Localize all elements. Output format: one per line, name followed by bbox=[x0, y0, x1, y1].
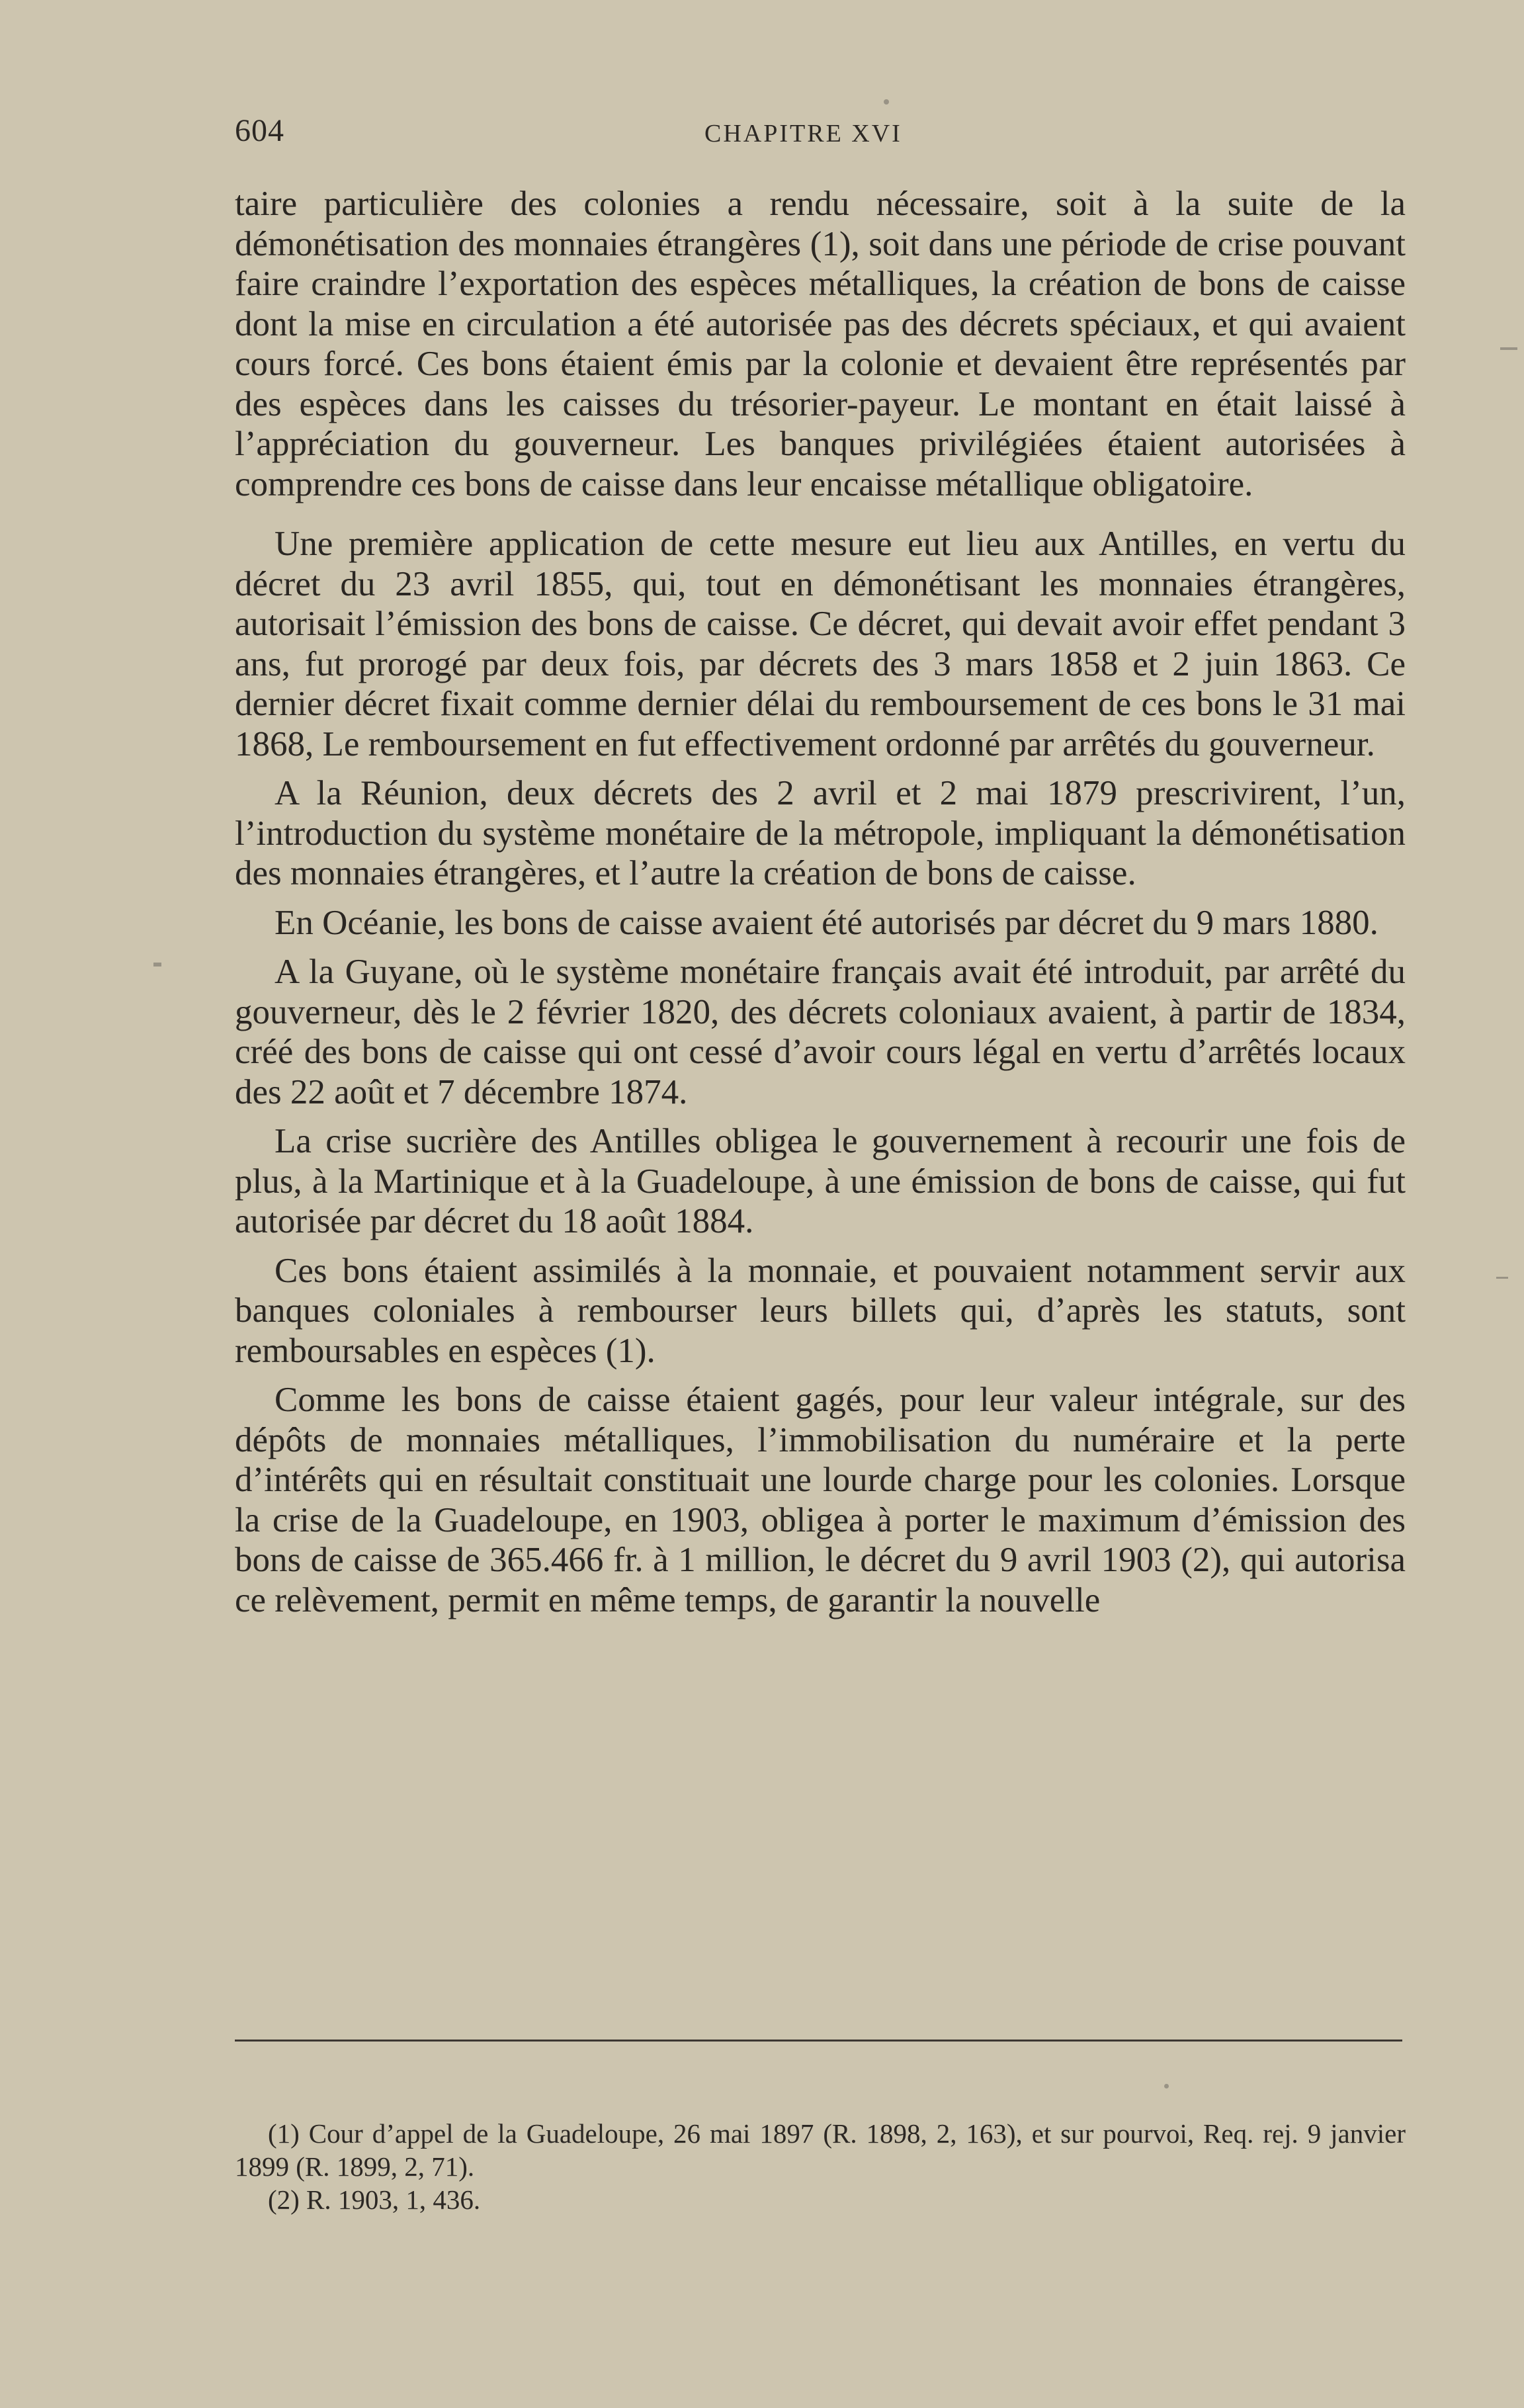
paragraph-reunion: A la Réunion, deux décrets des 2 avril et 2 mai 1879 prescrivirent, l’un, l’introduction du système monétaire de la métropole, impliquant la démonétisation des monnaies étrangères, et l’autre la création de bons de caisse. bbox=[235, 774, 1406, 892]
paragraph-assimiles: Ces bons étaient assimilés à la monnaie, et pouvaient notamment servir aux banques coloniales à rembourser leurs billets qui, d’après les statuts, sont remboursables en espèces (1). bbox=[235, 1251, 1406, 1370]
paragraph-antilles-1855: Une première application de cette mesure eut lieu aux Antilles, en vertu du décret du 23 avril 1855, qui, tout en démonétisant les monnaies étrangères, autorisait l’émission des bons de caisse. Ce décret, qui devait avoir effet pendant 3 ans, fut prorogé par deux fois, par décrets des 3 mars 1858 et 2 juin 1863. Ce dernier décret fixait comme dernier délai du remboursement de ces bons le 31 mai 1868, Le remboursement en fut effectivement ordonné par arrêtés du gouverneur. bbox=[235, 525, 1406, 763]
paper-speck bbox=[1496, 1277, 1508, 1279]
footnotes bbox=[235, 2117, 1406, 2216]
paper-speck bbox=[153, 963, 161, 967]
footnote-divider bbox=[235, 2040, 1402, 2042]
footnote-1: (1) Cour d’appel de la Guadeloupe, 26 mai 1897 (R. 1898, 2, 163), et sur pourvoi, Req. rej. 9 janvier 1899 (R. 1899, 2, 71). bbox=[235, 2118, 1406, 2182]
paragraph-continuation: taire particulière des colonies a rendu nécessaire, soit à la suite de la démonétisation des monnaies étrangères (1), soit dans une période de crise pouvant faire craindre l’exportation des espèces métalliques, la création de bons de caisse dont la mise en circulation a été autorisée pas des décrets spéciaux, et qui avaient cours forcé. Ces bons étaient émis par la colonie et devaient être représentés par des espèces dans les caisses du trésorier-payeur. Le montant en était laissé à l’appréciation du gouverneur. Les banques privilégiées étaient autorisées à comprendre ces bons de caisse dans leur encaisse métallique obligatoire. bbox=[235, 185, 1406, 503]
paragraph-gages: Comme les bons de caisse étaient gagés, pour leur valeur intégrale, sur des dépôts de monnaies métalliques, l’immobilisation du numéraire et la perte d’intérêts qui en résultait constituait une lourde charge pour les colonies. Lorsque la crise de la Guadeloupe, en 1903, obligea à porter le maximum d’émission des bons de caisse de 365.466 fr. à 1 million, le décret du 9 avril 1903 (2), qui autorisa ce relèvement, permit en même temps, de garantir la nouvelle bbox=[235, 1381, 1406, 1619]
paragraph-crise-sucriere: La crise sucrière des Antilles obligea le gouvernement à recourir une fois de plus, à la Martinique et à la Guadeloupe, à une émission de bons de caisse, qui fut autorisée par décret du 18 août 1884. bbox=[235, 1122, 1406, 1240]
page-header bbox=[235, 112, 1406, 152]
paper-speck bbox=[884, 99, 889, 105]
paragraph-oceanie: En Océanie, les bons de caisse avaient été autorisés par décret du 9 mars 1880. bbox=[275, 903, 1378, 942]
body-text bbox=[235, 184, 1406, 1620]
paper-speck bbox=[1500, 347, 1517, 350]
page-number: 604 bbox=[235, 113, 284, 148]
chapter-title: CHAPITRE XVI bbox=[704, 120, 902, 148]
paper-speck bbox=[1164, 2084, 1169, 2088]
paragraph-guyane: A la Guyane, où le système monétaire français avait été introduit, par arrêté du gouverneur, dès le 2 février 1820, des décrets coloniaux avaient, à partir de 1834, créé des bons de caisse qui ont cessé d’avoir cours légal en vertu d’arrêtés locaux des 22 août et 7 décembre 1874. bbox=[235, 953, 1406, 1111]
footnote-2: (2) R. 1903, 1, 436. bbox=[268, 2184, 481, 2215]
